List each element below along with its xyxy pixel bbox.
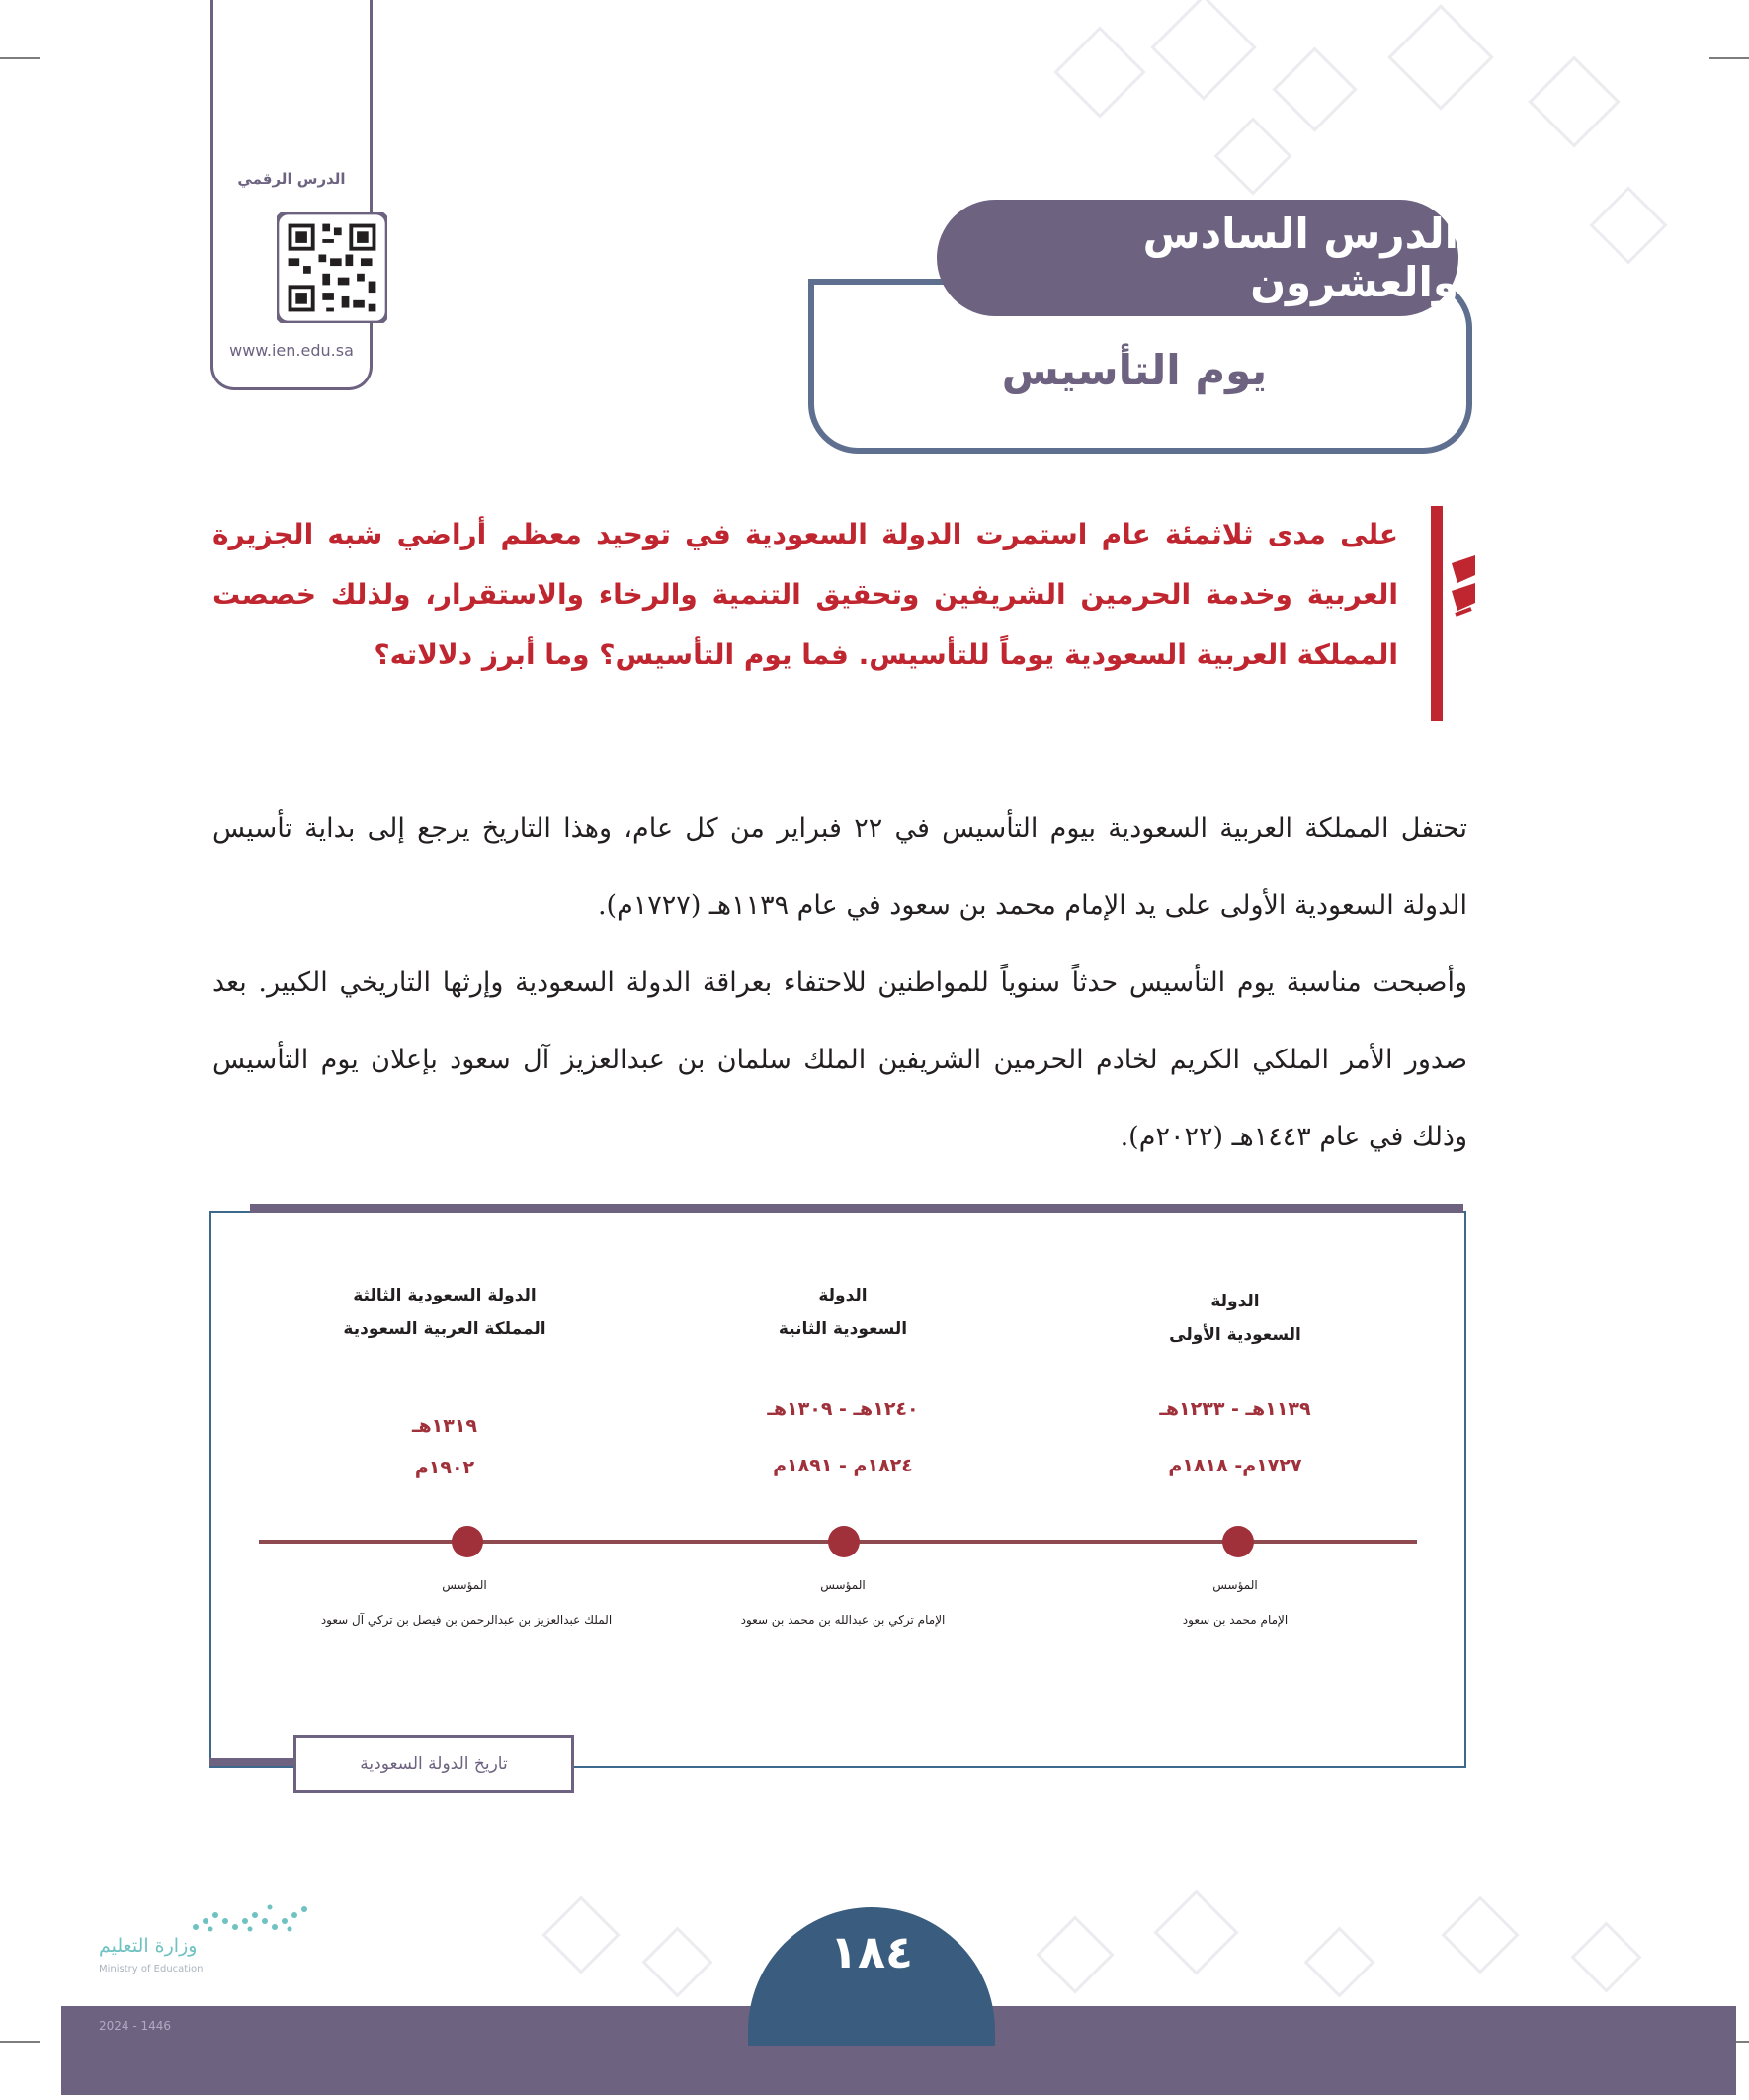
- lesson-number-title: الدرس السادس والعشرون: [937, 200, 1458, 316]
- ministry-logo-icon: [176, 1897, 324, 1937]
- founder-name: الملك عبدالعزيز بن عبدالرحمن بن فيصل بن تركي آل سعود: [320, 1613, 613, 1627]
- intro-accent-bar: [1431, 506, 1443, 721]
- timeline-caption: تاريخ الدولة السعودية: [293, 1735, 574, 1793]
- timeline-state-name: الدولة السعودية الثانية: [778, 1286, 908, 1339]
- decor-diamond: [1441, 1895, 1519, 1974]
- decor-diamond: [641, 1926, 712, 1997]
- timeline-gregorian-date: ١٨٢٤م - ١٨٩١م: [773, 1455, 913, 1476]
- founder-label: المؤسس: [1212, 1578, 1258, 1592]
- ministry-name: وزارة التعليم: [99, 1935, 198, 1957]
- timeline-bottom-bar: [209, 1758, 293, 1766]
- timeline-state-name: الدولة السعودية الأولى: [1169, 1292, 1301, 1345]
- decor-diamond: [1528, 55, 1620, 147]
- founder-label: المؤسس: [820, 1578, 866, 1592]
- lesson-body: [212, 791, 1467, 1176]
- timeline-state-name: الدولة السعودية الثالثة المملكة العربية السعودية: [343, 1286, 546, 1339]
- founder-label: المؤسس: [442, 1578, 487, 1592]
- page-number: ١٨٤: [748, 1907, 995, 2046]
- body-paragraph: تحتفل المملكة العربية السعودية بيوم التأسيس في ٢٢ فبراير من كل عام، وهذا التاريخ يرجع إلى بداية تأسيس الدولة السعودية الأولى على يد الإمام محمد بن سعود في عام ١١٣٩هـ (١٧٢٧م).: [212, 813, 1467, 921]
- decor-diamond: [1589, 186, 1667, 264]
- decor-diamond: [1053, 26, 1145, 118]
- decor-diamond: [1570, 1921, 1641, 1992]
- intro-quote-icon: [1448, 553, 1479, 623]
- website-url[interactable]: www.ien.edu.sa: [229, 341, 354, 360]
- qr-code-icon[interactable]: [277, 212, 387, 323]
- decor-diamond: [1303, 1926, 1374, 1997]
- decor-diamond: [1387, 4, 1493, 110]
- timeline-dot: [828, 1526, 860, 1557]
- timeline-dot: [1222, 1526, 1254, 1557]
- founder-name: الإمام محمد بن سعود: [1182, 1613, 1289, 1627]
- crop-mark: [0, 2041, 40, 2043]
- digital-lesson-card[interactable]: [210, 0, 373, 390]
- intro-question: على مدى ثلاثمئة عام استمرت الدولة السعودية في توحيد معظم أراضي شبه الجزيرة العربية وخدمة الحرمين الشريفين وتحقيق التنمية والرخاء والاستقرار، ولذلك خصصت المملكة العربية السعودية يوماً للتأسيس. فما يوم التأسيس؟ وما أبرز دلالاته؟: [212, 518, 1398, 671]
- decor-diamond: [1213, 117, 1291, 195]
- body-paragraph: وأصبحت مناسبة يوم التأسيس حدثاً سنوياً للمواطنين للاحتفاء بعراقة الدولة السعودية وإرثها التاريخي الكبير. بعد صدور الأمر الملكي الكريم لخادم الحرمين الشريفين الملك سلمان بن عبدالعزيز آل سعود بإعلان يوم التأسيس وذلك في عام ١٤٤٣هـ (٢٠٢٢م).: [212, 967, 1467, 1152]
- timeline-hijri-date: ١٢٤٠هـ - ١٣٠٩هـ: [767, 1398, 919, 1420]
- timeline-gregorian-date: ١٧٢٧م- ١٨١٨م: [1168, 1455, 1302, 1476]
- crop-mark: [0, 57, 40, 59]
- digital-lesson-label: الدرس الرقمي: [237, 170, 346, 188]
- decor-diamond: [1153, 1890, 1238, 1974]
- timeline-top-bar: [250, 1204, 1463, 1213]
- ministry-name-english: Ministry of Education: [99, 1964, 204, 1974]
- timeline-hijri-date: ١١٣٩هـ - ١٢٣٣هـ: [1159, 1398, 1311, 1420]
- edition-year: 2024 - 1446: [99, 2019, 172, 2033]
- decor-diamond: [1036, 1915, 1114, 1993]
- timeline-gregorian-date: ١٩٠٢م: [414, 1457, 475, 1478]
- decor-diamond: [1150, 0, 1256, 101]
- timeline-hijri-date: ١٣١٩هـ: [411, 1415, 478, 1437]
- timeline-dot: [452, 1526, 483, 1557]
- decor-diamond: [541, 1895, 620, 1974]
- decor-diamond: [1272, 46, 1357, 131]
- lesson-title: يوم التأسيس: [1001, 346, 1268, 394]
- crop-mark: [1709, 57, 1749, 59]
- founder-name: الإمام تركي بن عبدالله بن محمد بن سعود: [740, 1613, 946, 1627]
